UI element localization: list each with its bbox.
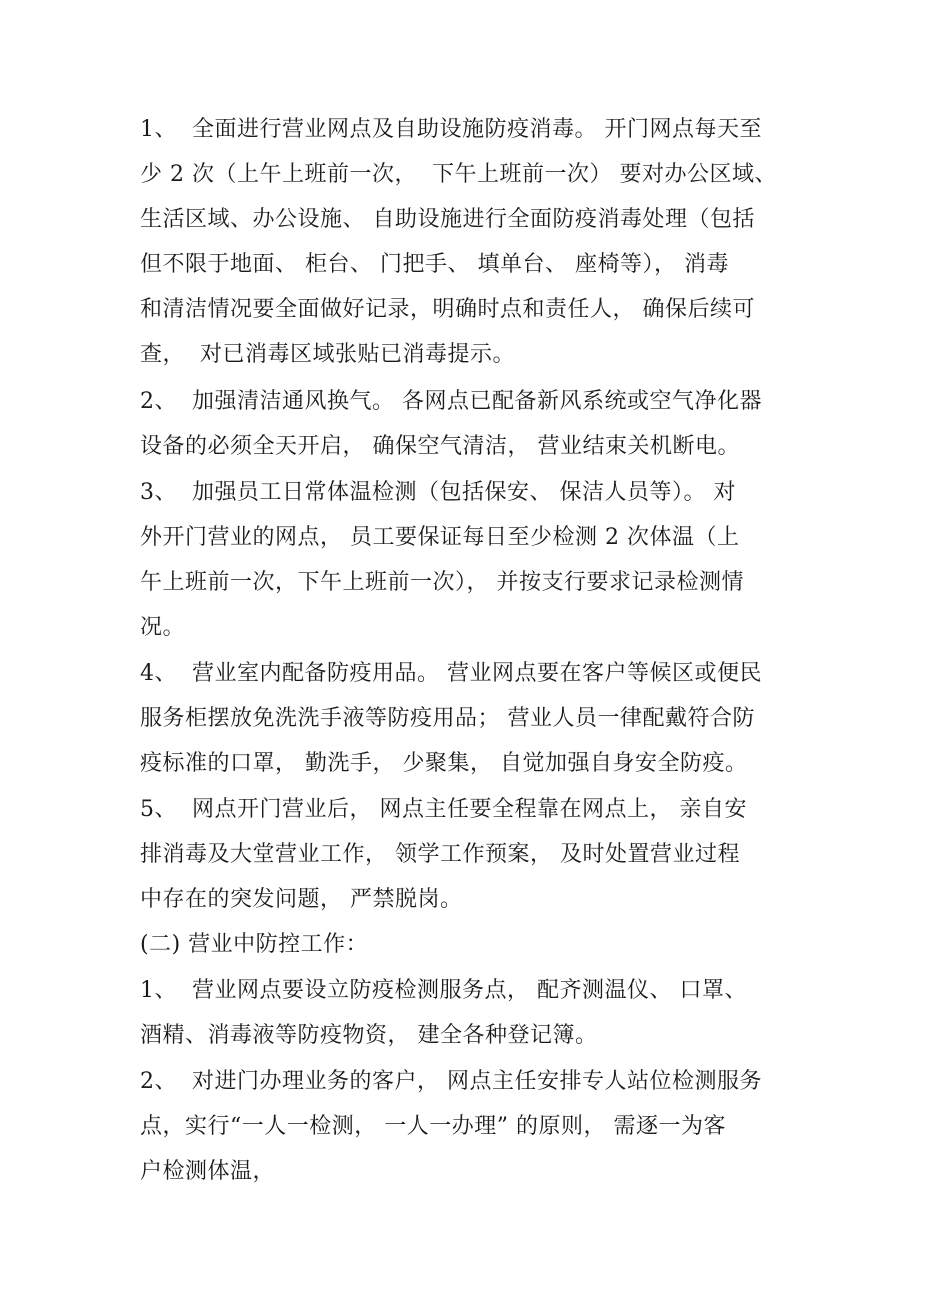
text-line: 况。 [140,615,186,640]
text-line: 查， 对已消毒区域张贴已消毒提示。 [140,342,515,367]
text-line: 少 2 次（上午上班前一次， 下午上班前一次） 要对办公区域、 [140,162,777,187]
text-line: 午上班前一次，下午上班前一次）， 并按支行要求记录检测情 [140,570,744,595]
text-line: 1、 营业网点要设立防疫检测服务点， 配齐测温仪、 口罩、 [140,978,747,1003]
text-line: 3、 加强员工日常体温检测（包括保安、 保洁人员等）。 对 [140,480,736,505]
text-line: 设备的必须全天开启， 确保空气清洁， 营业结束关机断电。 [140,434,740,459]
text-line: 外开门营业的网点， 员工要保证每日至少检测 2 次体温（上 [140,525,740,550]
text-line: 2、 加强清洁通风换气。 各网点已配备新风系统或空气净化器 [140,389,762,414]
section-heading: (二) 营业中防控工作： [140,932,369,957]
text-line: 生活区域、办公设施、 自助设施进行全面防疫消毒处理（包括 [140,207,755,232]
text-line: 5、 网点开门营业后， 网点主任要全程靠在网点上， 亲自安 [140,797,747,822]
text-line: 1、 全面进行营业网点及自助设施防疫消毒。 开门网点每天至 [140,117,762,142]
text-line: 疫标准的口罩， 勤洗手， 少聚集， 自觉加强自身安全防疫。 [140,751,748,776]
text-line: 点，实行“一人一检测， 一人一办理” 的原则， 需逐一为客 [140,1114,726,1139]
text-line: 和清洁情况要全面做好记录，明确时点和责任人， 确保后续可 [140,297,755,322]
text-line: 2、 对进门办理业务的客户， 网点主任安排专人站位检测服务 [140,1069,762,1094]
text-line: 中存在的突发问题， 严禁脱岗。 [140,887,463,912]
text-line: 户检测体温， [140,1159,276,1184]
text-line: 排消毒及大堂营业工作， 领学工作预案， 及时处置营业过程 [140,842,740,867]
text-line: 酒精、消毒液等防疫物资， 建全各种登记簿。 [140,1023,598,1048]
text-line: 服务柜摆放免洗洗手液等防疫用品； 营业人员一律配戴符合防 [140,706,755,731]
text-line: 但不限于地面、 柜台、 门把手、 填单台、 座椅等）， 消毒 [140,252,729,277]
text-line: 4、 营业室内配备防疫用品。 营业网点要在客户等候区或便民 [140,661,762,686]
